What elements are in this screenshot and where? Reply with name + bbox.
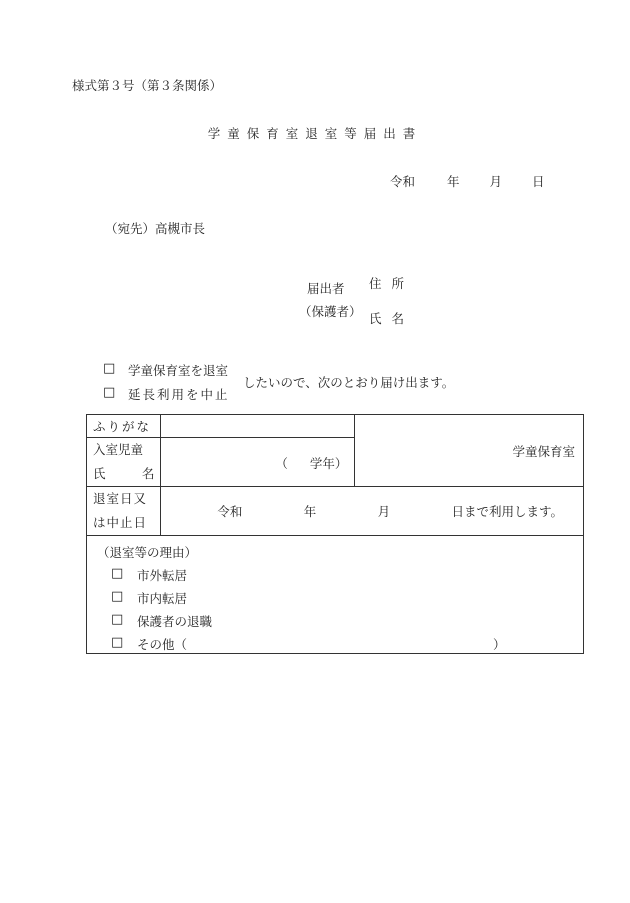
exit-label-line2: は中止日 <box>93 515 148 530</box>
exit-date-label <box>87 487 161 536</box>
date-month: 月 <box>489 174 503 189</box>
room-field[interactable] <box>354 415 583 487</box>
table-row <box>87 415 584 438</box>
reason-checkbox[interactable]: □ <box>111 588 124 604</box>
reason-label: 保護者の退職 <box>137 613 213 629</box>
option-stop-extension-label: 延長利用を中止 <box>128 387 230 402</box>
furigana-field[interactable] <box>161 415 355 438</box>
notifier-label: 届出者 <box>307 281 345 296</box>
reason-item-outside-city[interactable] <box>111 566 577 584</box>
submission-date <box>390 172 545 190</box>
reason-label: 市外転居 <box>137 567 188 583</box>
reason-checkbox[interactable]: □ <box>111 634 124 650</box>
exit-label-line1: 退室日又 <box>93 491 148 506</box>
reason-label: その他（ <box>137 636 188 652</box>
reason-item-other[interactable] <box>111 635 577 653</box>
child-label-mei: 名 <box>141 466 155 481</box>
furigana-label: ふりがな <box>87 415 161 438</box>
date-era: 令和 <box>390 174 416 189</box>
checkbox-stop-extension[interactable]: □ <box>103 385 116 400</box>
other-close-paren: ） <box>493 636 506 652</box>
address-label: 住所 <box>369 276 415 291</box>
statement-text: したいので、次のとおり届け出ます。 <box>243 375 455 390</box>
reason-section <box>87 536 584 654</box>
reason-item-inside-city[interactable] <box>111 589 577 607</box>
room-label: 学童保育室 <box>512 443 575 459</box>
exit-era: 令和 <box>217 504 243 519</box>
grade-text: 学年） <box>309 456 348 471</box>
grade-field[interactable] <box>275 454 347 472</box>
exit-date-field[interactable] <box>161 487 584 536</box>
form-number: 様式第３号（第３条関係） <box>72 78 223 93</box>
checkbox-exit[interactable]: □ <box>103 361 116 376</box>
table-row <box>87 536 584 654</box>
child-label-line1: 入室児童 <box>93 442 144 457</box>
guardian-label: （保護者） <box>299 304 362 319</box>
child-name-label <box>87 438 161 487</box>
reason-checkbox[interactable]: □ <box>111 611 124 627</box>
date-year: 年 <box>447 174 460 189</box>
form-title: 学童保育室退室等届出書 <box>207 126 423 141</box>
child-label-shi: 氏 <box>93 466 106 481</box>
reason-checkbox[interactable]: □ <box>111 565 124 581</box>
exit-month: 月 <box>377 504 391 519</box>
reason-heading: （退室等の理由） <box>97 544 198 560</box>
table-row <box>87 487 584 536</box>
exit-until: 日まで利用します。 <box>451 504 563 519</box>
reason-item-guardian-retirement[interactable] <box>111 612 577 630</box>
child-name-field[interactable] <box>161 438 355 487</box>
date-day: 日 <box>532 174 545 189</box>
exit-year: 年 <box>303 504 317 519</box>
name-label: 氏名 <box>369 311 415 326</box>
grade-open-paren: （ <box>275 456 288 471</box>
addressee: （宛先）高槻市長 <box>105 221 206 236</box>
child-label-line2 <box>93 462 154 486</box>
notification-table <box>86 414 584 654</box>
reason-label: 市内転居 <box>137 590 188 606</box>
option-exit-label: 学童保育室を退室 <box>128 363 229 378</box>
